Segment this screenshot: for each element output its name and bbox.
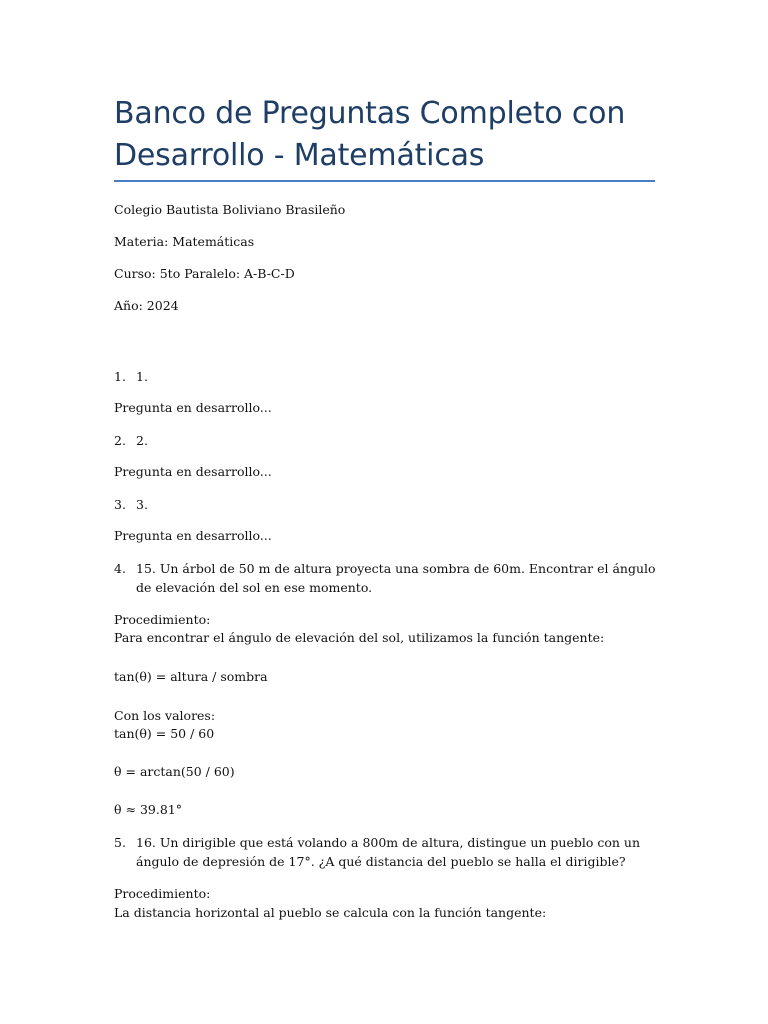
question-text: 16. Un dirigible que está volando a 800m de altura, distingue un pueblo con un ángulo de depresión de 17°. ¿A qué distancia del pueblo se halla el dirigible? — [136, 835, 640, 869]
question-note: Pregunta en desarrollo... — [114, 464, 272, 479]
values-label: Con los valores: — [114, 708, 216, 723]
question-number: 3. — [114, 497, 126, 512]
question-text: 3. — [136, 497, 148, 512]
question-number: 4. — [114, 561, 126, 576]
question-number: 1. — [114, 369, 126, 384]
procedure-label: Procedimiento: — [114, 612, 211, 627]
formula-line: tan(θ) = altura / sombra — [114, 669, 268, 684]
school-name: Colegio Bautista Boliviano Brasileño — [114, 202, 346, 217]
arctan-line: θ = arctan(50 / 60) — [114, 764, 235, 779]
question-number: 2. — [114, 433, 126, 448]
year-line: Año: 2024 — [114, 298, 179, 313]
result-line: θ ≈ 39.81° — [114, 802, 182, 817]
question-number: 5. — [114, 835, 126, 850]
question-note: Pregunta en desarrollo... — [114, 528, 272, 543]
values-formula: tan(θ) = 50 / 60 — [114, 726, 215, 741]
course-line: Curso: 5to Paralelo: A-B-C-D — [114, 266, 295, 281]
procedure-intro: La distancia horizontal al pueblo se calcula con la función tangente: — [114, 905, 547, 920]
question-note: Pregunta en desarrollo... — [114, 400, 272, 415]
document-title: Banco de Preguntas Completo con Desarrollo - Matemáticas — [114, 96, 626, 173]
question-text: 1. — [136, 369, 148, 384]
question-text: 15. Un árbol de 50 m de altura proyecta una sombra de 60m. Encontrar el ángulo de elevación del sol en ese momento. — [136, 561, 656, 595]
title-underline — [114, 180, 655, 182]
procedure-intro: Para encontrar el ángulo de elevación del sol, utilizamos la función tangente: — [114, 630, 605, 645]
procedure-label: Procedimiento: — [114, 886, 211, 901]
question-text: 2. — [136, 433, 148, 448]
subject-line: Materia: Matemáticas — [114, 234, 255, 249]
